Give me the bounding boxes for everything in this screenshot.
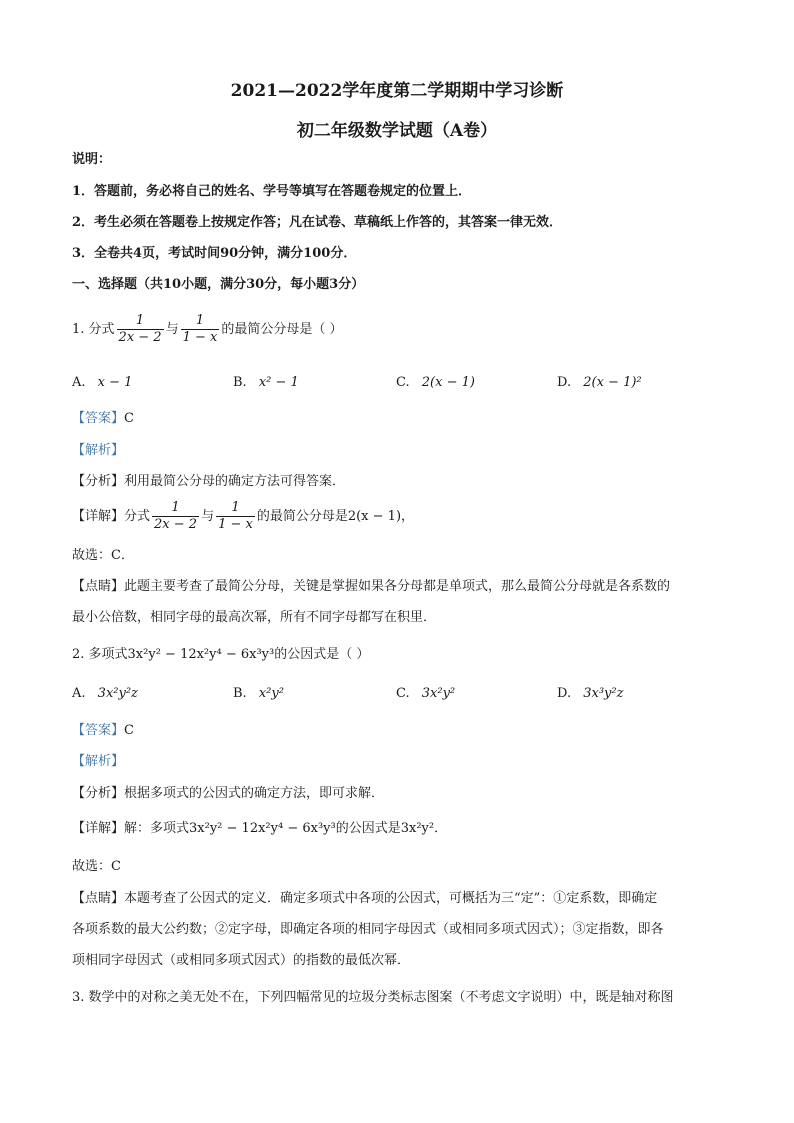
option-label: D. [557, 375, 572, 390]
fraction-numerator: 1 [231, 500, 240, 515]
q2-choose: 故选：C [72, 859, 121, 874]
fraction-denominator: 2x − 2 [118, 330, 162, 345]
q2-option-c [396, 684, 455, 704]
q2-option-d [557, 684, 623, 704]
q1-answer [72, 409, 134, 429]
option-label: B. [233, 375, 247, 390]
instructions-heading: 说明： [72, 152, 112, 167]
q2-fenxi [72, 784, 384, 804]
answer-value: C [124, 723, 134, 738]
dianjing-text: 此题主要考查了最简公分母，关键是掌握如果各分母都是单项式，那么最简公分母就是各系数的 [124, 579, 671, 594]
xiangjie-mid: 与 [201, 508, 215, 524]
q1-option-d [557, 373, 642, 393]
xiangjie-tag: 【详解】 [72, 821, 125, 836]
fenxi-tag: 【分析】 [72, 474, 125, 489]
q1-xiangjie [72, 500, 414, 533]
q1-option-c [396, 373, 475, 393]
question-1-stem [72, 313, 343, 346]
option-text: 2(x − 1) [421, 375, 475, 390]
q1-fenxi [72, 472, 345, 492]
option-label: D. [557, 686, 572, 701]
instruction-3: 3．全卷共4页，考试时间90分钟，满分100分． [72, 246, 357, 261]
fraction-denominator: 2x − 2 [154, 517, 198, 532]
dianjing-text: 本题考查了公因式的定义．确定多项式中各项的公因式，可概括为三“定”：①定系数，即确定 [124, 891, 658, 906]
option-text: 3x²y²z [97, 686, 138, 701]
dianjing-tag: 【点睛】 [72, 579, 125, 594]
answer-tag: 【答案】 [72, 723, 125, 738]
section-heading: 一、选择题（共10小题，满分30分，每小题3分） [72, 277, 365, 292]
fraction-denominator: 1 − x [182, 330, 218, 345]
fraction-numerator: 1 [195, 313, 205, 328]
xiangjie-prefix: 分式 [124, 508, 151, 524]
q1-dianjing-cont: 最小公倍数，相同字母的最高次幂，所有不同字母都写在积里． [72, 610, 437, 625]
q2-dianjing-cont-2: 项相同字母因式（或相同多项式因式）的指数的最低次幂． [72, 953, 411, 968]
option-text: 2(x − 1)² [583, 375, 642, 390]
q2-option-a [72, 684, 138, 704]
option-label: C. [396, 686, 410, 701]
fenxi-text: 根据多项式的公因式的确定方法，即可求解． [124, 786, 385, 801]
fraction [181, 313, 220, 346]
option-text: x²y² [258, 686, 284, 701]
xiangjie-suffix: 的最简公分母是2(x − 1)， [256, 508, 415, 524]
option-text: 3x²y² [421, 686, 456, 701]
q2-answer [72, 721, 134, 741]
question-2-stem: 2. 多项式3x²y² − 12x²y⁴ − 6x³y³的公因式是（ ） [72, 647, 370, 662]
page-title: 2021—2022学年度第二学期期中学习诊断 [230, 81, 564, 101]
option-text: x² − 1 [258, 375, 299, 390]
page-subtitle: 初二年级数学试题（A卷） [296, 121, 498, 141]
dianjing-tag: 【点睛】 [72, 891, 125, 906]
q1-middle: 与 [165, 321, 179, 337]
q2-dianjing-cont-1: 各项系数的最大公约数；②定字母，即确定各项的相同字母因式（或相同多项式因式）；③定指数，即各 [72, 922, 664, 937]
q1-option-a [72, 373, 132, 393]
q1-prefix: 1. 分式 [72, 321, 115, 337]
q2-xiangjie [72, 819, 447, 839]
answer-value: C [124, 411, 134, 426]
instruction-1: 1．答题前，务必将自己的姓名、学号等填写在答题卷规定的位置上． [72, 184, 472, 199]
option-label: B. [233, 686, 247, 701]
q1-choose: 故选：C． [72, 548, 134, 563]
option-text: 3x³y²z [583, 686, 624, 701]
option-label: A. [72, 375, 86, 390]
fraction-numerator: 1 [171, 500, 180, 515]
q1-suffix: 的最简公分母是（ ） [221, 321, 343, 337]
fraction [216, 500, 255, 533]
fenxi-text: 利用最简公分母的确定方法可得答案． [124, 474, 346, 489]
fraction [117, 313, 164, 346]
fraction-denominator: 1 − x [218, 517, 253, 532]
q1-analysis-tag: 【解析】 [72, 443, 125, 458]
option-label: A. [72, 686, 86, 701]
q2-dianjing [72, 889, 657, 909]
q1-dianjing [72, 577, 670, 597]
xiangjie-text: 解：多项式3x²y² − 12x²y⁴ − 6x³y³的公因式是3x²y²． [124, 821, 448, 836]
q1-option-b [233, 373, 299, 393]
fraction [152, 500, 199, 533]
answer-tag: 【答案】 [72, 411, 125, 426]
fenxi-tag: 【分析】 [72, 786, 125, 801]
option-text: x − 1 [97, 375, 133, 390]
xiangjie-tag: 【详解】 [72, 508, 125, 524]
question-3-stem: 3. 数学中的对称之美无处不在，下列四幅常见的垃圾分类标志图案（不考虑文字说明）中，既是轴对称图 [72, 990, 674, 1005]
fraction-numerator: 1 [135, 313, 145, 328]
instruction-2: 2．考生必须在答题卷上按规定作答；凡在试卷、草稿纸上作答的，其答案一律无效． [72, 215, 563, 230]
q2-analysis-tag: 【解析】 [72, 754, 125, 769]
q2-option-b [233, 684, 284, 704]
option-label: C. [396, 375, 410, 390]
